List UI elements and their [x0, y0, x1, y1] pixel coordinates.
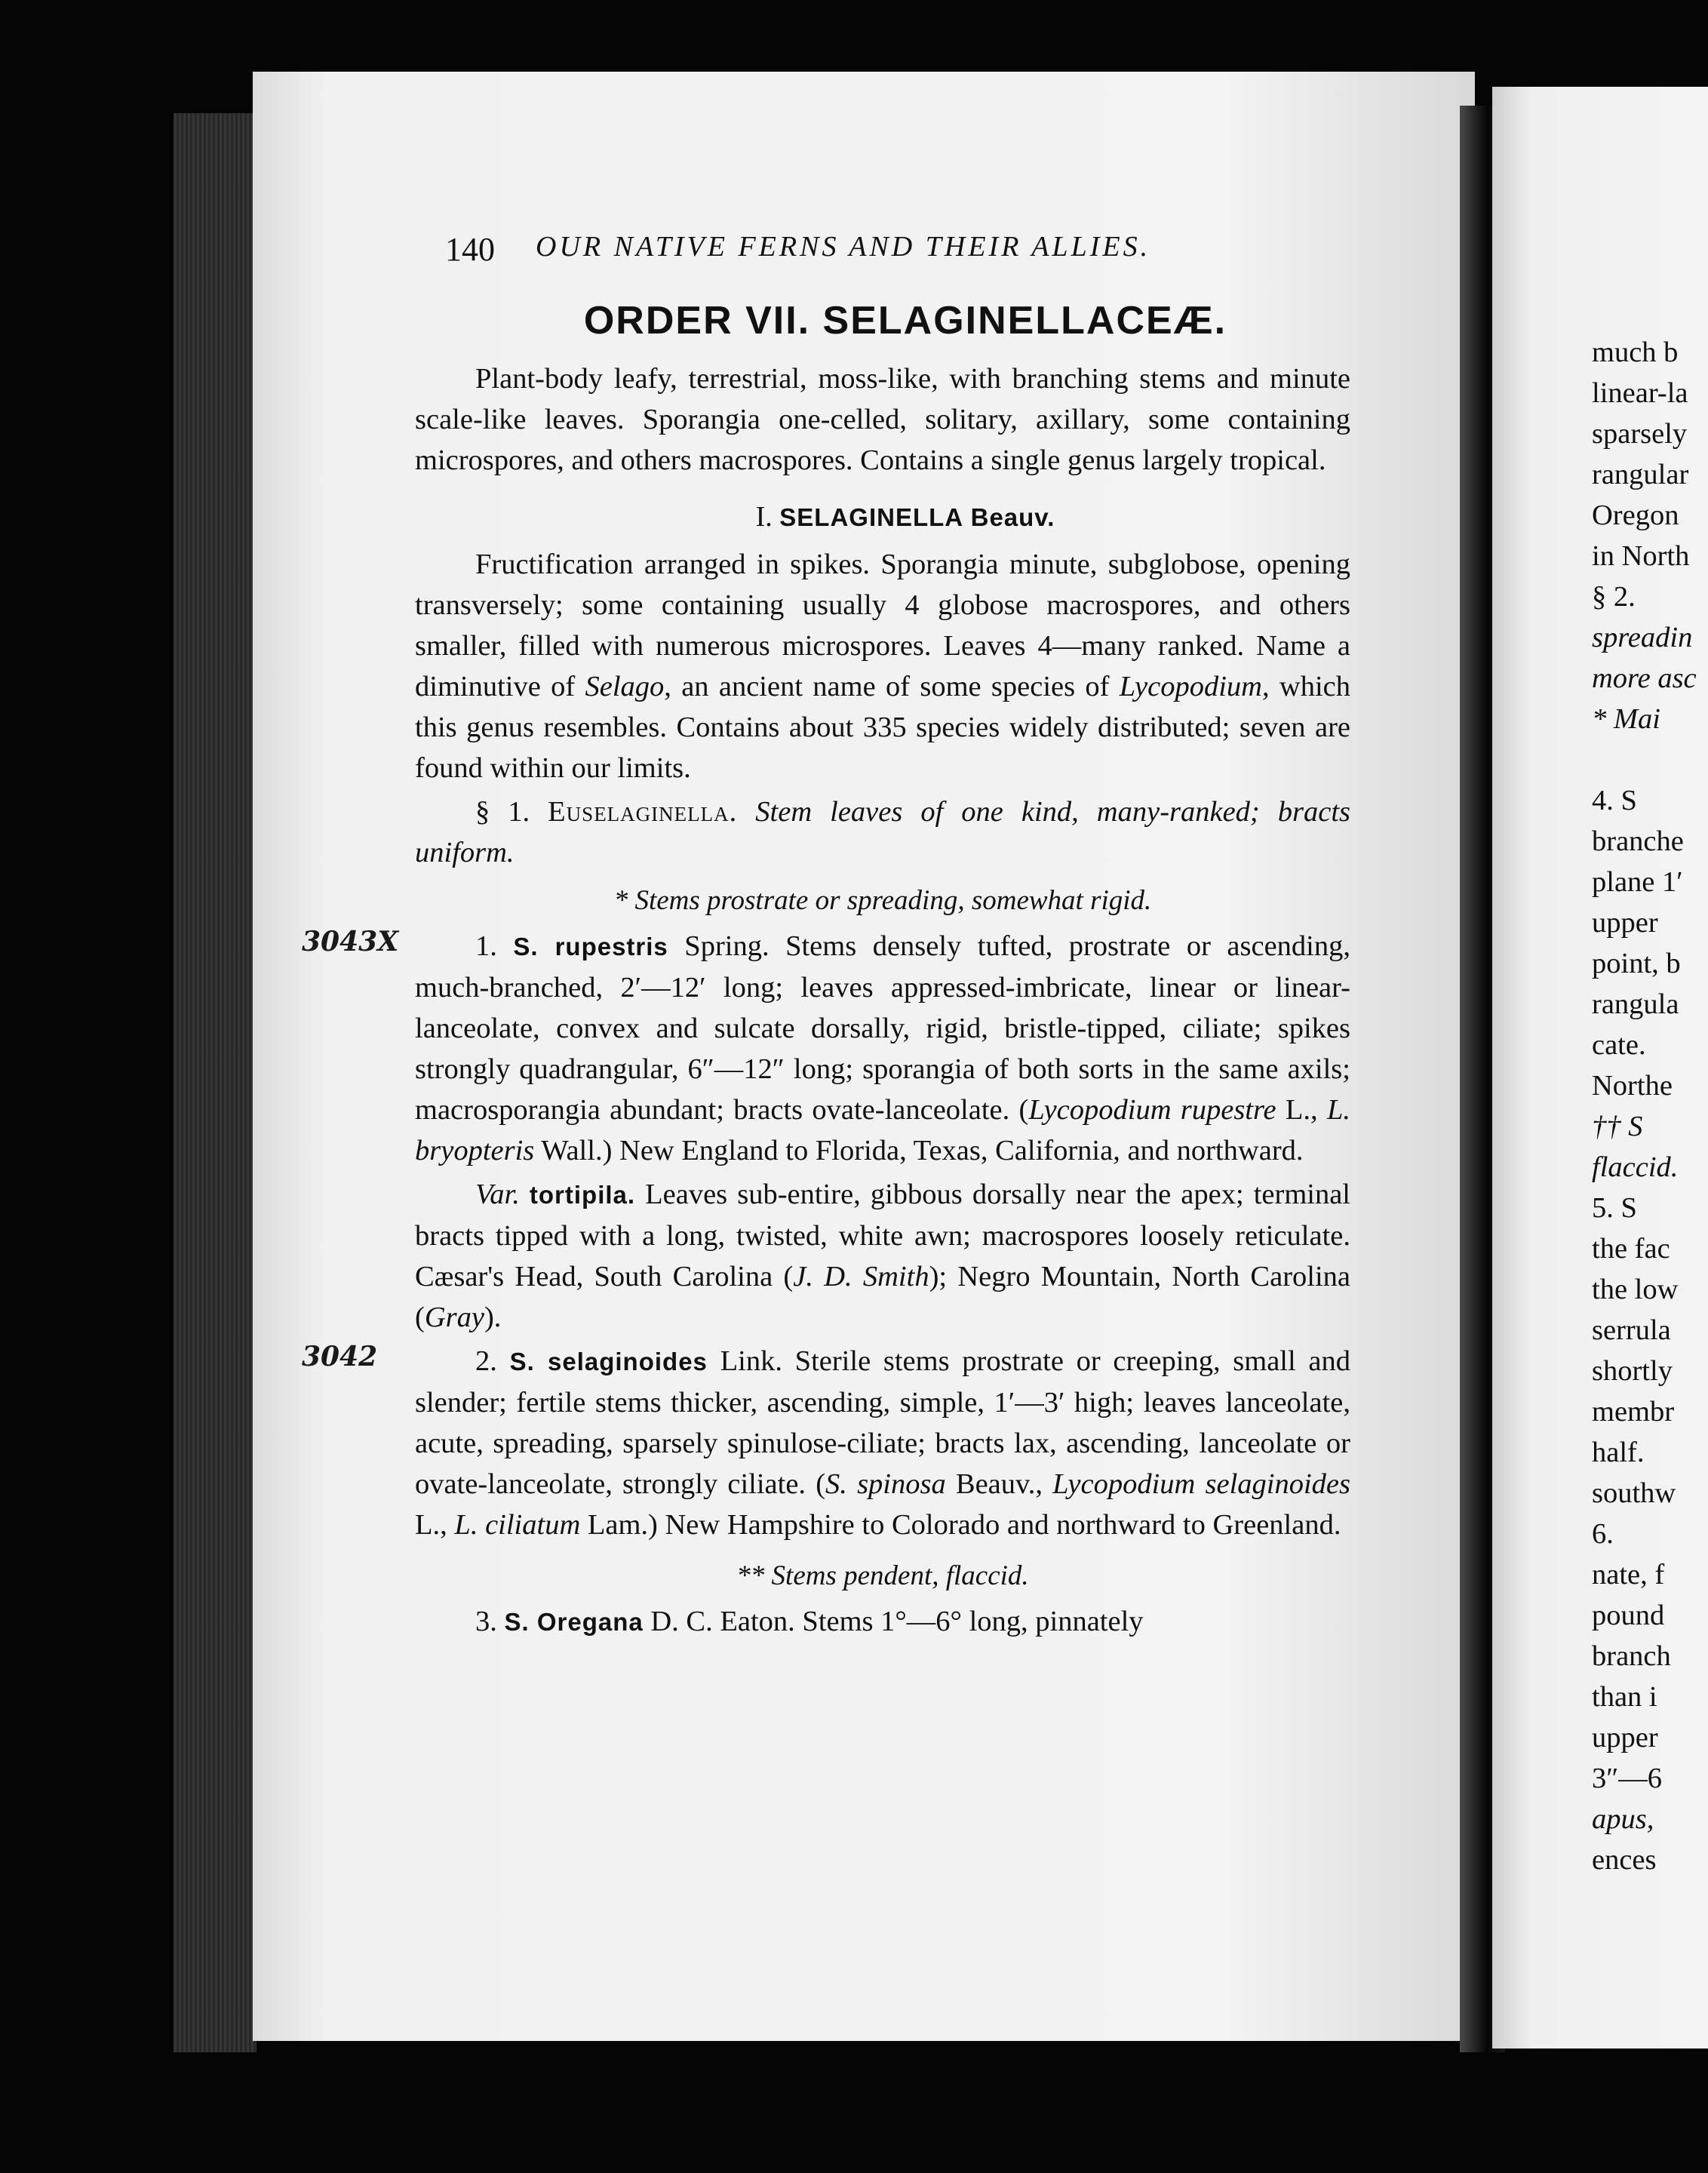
species-name: S. rupestris: [513, 933, 668, 960]
facing-page-line: the low: [1592, 1274, 1679, 1305]
facing-page-line: much b: [1592, 337, 1679, 368]
page-number: 140: [445, 231, 495, 268]
subgroup-heading-1: * Stems prostrate or spreading, somewhat rigid.: [613, 885, 1152, 916]
running-title: OUR NATIVE FERNS AND THEIR ALLIES.: [536, 231, 1151, 263]
species-entry-2: 3042 2. S. selaginoides Link. Sterile stems prostrate or creeping, small and slender; fertile stems thicker, ascending, simple, 1′—3′ high; leaves lanceolate, acute, spreading, sparsely spinulose-ciliate; bracts lax, ascending, lanceolate or ovate-lanceolate, strongly ciliate. (S. spinosa Beauv., Lycopodium selaginoides L., L. ciliatum Lam.) New Hampshire to Colorado and northward to Greenland.: [302, 1341, 1351, 1541]
facing-page-line: Northe: [1592, 1070, 1673, 1102]
facing-page-line: than i: [1592, 1681, 1657, 1713]
order-description: Plant-body leafy, terrestrial, moss-like, with branching stems and minute scale-like leaves. Sporangia one-celled, solitary, axillary, some containing microspores, and others macrospores. Contains a single genus largely tropical.: [415, 363, 1350, 476]
facing-page-line: branch: [1592, 1640, 1671, 1672]
facing-page-line: § 2.: [1592, 581, 1636, 613]
facing-page-line: linear-la: [1592, 377, 1688, 409]
species-entry-3: 3. S. Oregana D. C. Eaton. Stems 1°—6° long, pinnately: [475, 1606, 1144, 1637]
species-name: S. selaginoides: [509, 1348, 708, 1375]
subgroup-heading-2: ** Stems pendent, flaccid.: [736, 1560, 1029, 1591]
facing-page-line: * Mai: [1592, 703, 1660, 735]
facing-page-line: upper: [1592, 907, 1658, 939]
facing-page-line: more asc: [1592, 662, 1697, 694]
running-head: [415, 230, 1350, 275]
facing-page-line: Oregon: [1592, 499, 1679, 531]
facing-page-line: [1592, 739, 1708, 780]
facing-page-line: apus,: [1592, 1803, 1654, 1835]
facing-page-line: 3″—6: [1592, 1763, 1663, 1794]
handwritten-note: 3043X: [302, 926, 399, 957]
facing-page-line: membr: [1592, 1396, 1675, 1428]
genus-name: SELAGINELLA: [779, 503, 964, 531]
genus-authority: Beauv.: [970, 503, 1055, 531]
facing-page-line: sparsely: [1592, 418, 1688, 450]
book-page-edges: [174, 113, 257, 2052]
facing-page-line: rangula: [1592, 988, 1679, 1020]
facing-page-line: ences: [1592, 1844, 1657, 1876]
genus-description: Fructification arranged in spikes. Sporangia minute, subglobose, opening transversely; some containing usually 4 globose macrospores, and others smaller, filled with numerous microspores. Leaves 4—many ranked. Name a diminutive of Selago, an ancient name of some species of Lycopodium, which this genus resembles. Contains about 335 species widely distributed; seven are found within our limits.: [415, 549, 1350, 784]
facing-page-line: nate, f: [1592, 1559, 1665, 1591]
genus-heading: [415, 500, 1350, 533]
left-page-text: [302, 230, 1351, 1643]
facing-page-line: serrula: [1592, 1314, 1671, 1346]
facing-page-line: spreadin: [1592, 622, 1693, 653]
facing-page-line: shortly: [1592, 1355, 1673, 1387]
facing-page-line: 4. S: [1592, 785, 1637, 816]
facing-page-line: pound: [1592, 1600, 1665, 1631]
facing-page-line: †† S: [1592, 1111, 1643, 1142]
facing-page-line: cate.: [1592, 1029, 1646, 1061]
genus-numeral: I.: [755, 501, 773, 533]
facing-page-line: upper: [1592, 1722, 1658, 1753]
facing-page-line: southw: [1592, 1477, 1676, 1509]
handwritten-note: 3042: [302, 1341, 378, 1372]
facing-page-line: point, b: [1592, 948, 1681, 979]
facing-page-line: 5. S: [1592, 1192, 1637, 1224]
facing-page-line: 6.: [1592, 1518, 1614, 1550]
facing-page-line: in North: [1592, 540, 1690, 572]
facing-page-line: plane 1′: [1592, 866, 1683, 898]
facing-page-text: [1592, 332, 1708, 1880]
facing-page-line: half.: [1592, 1437, 1645, 1468]
species-name: S. Oregana: [504, 1608, 644, 1636]
variety-entry: Var. tortipila. Leaves sub-entire, gibbous dorsally near the apex; terminal bracts tipped with a long, twisted, white awn; macrospores loosely reticulate. Cæsar's Head, South Carolina (J. D. Smith); Negro Mountain, North Carolina (Gray).: [415, 1179, 1351, 1333]
section-heading: § 1. Euselaginella. Stem leaves of one kind, many-ranked; bracts uniform.: [415, 796, 1351, 868]
facing-page-line: branche: [1592, 825, 1684, 857]
facing-page-line: flaccid.: [1592, 1151, 1679, 1183]
facing-page-line: rangular: [1592, 459, 1689, 490]
species-entry-1: 3043X 1. S. rupestris Spring. Stems densely tufted, prostrate or ascending, much-branched, 2′—12′ long; leaves appressed-imbricate, linear or linear-lanceolate, convex and sulcate dorsally, rigid, bristle-tipped, ciliate; spikes strongly quadrangular, 6″—12″ long; sporangia of both sorts in the same axils; macrosporangia abundant; bracts ovate-lanceolate. (Lycopodium rupestre L., L. bryopteris Wall.) New England to Florida, Texas, California, and northward.: [302, 926, 1350, 1166]
order-title: ORDER VII. SELAGINELLACEÆ.: [583, 299, 1227, 343]
facing-page-line: the fac: [1592, 1233, 1670, 1265]
